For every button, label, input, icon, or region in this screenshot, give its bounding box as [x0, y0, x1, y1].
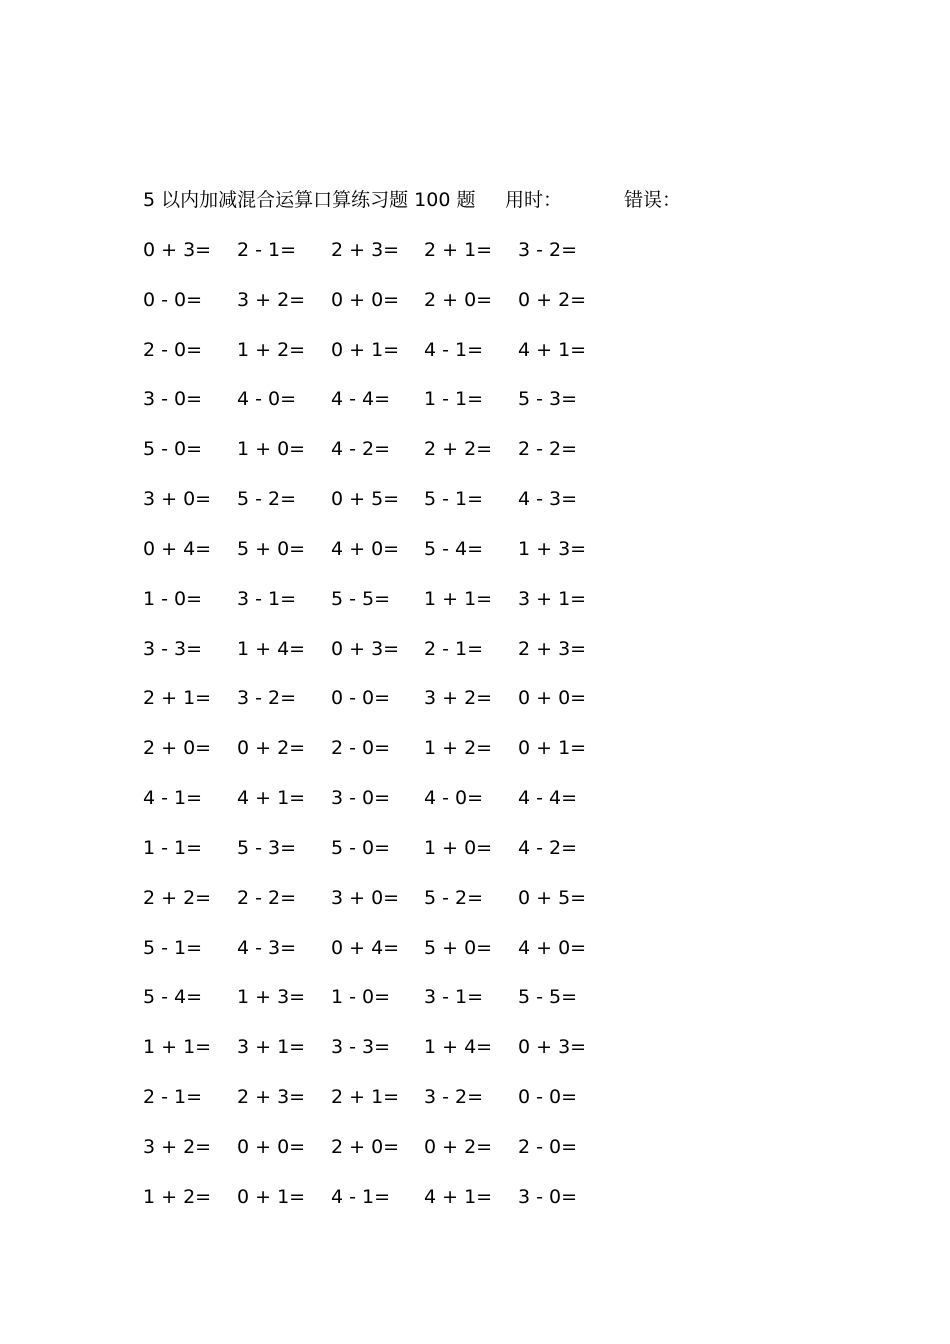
math-problem: 5 - 1=	[424, 488, 484, 511]
math-problem: 5 - 3=	[237, 836, 297, 859]
math-problem: 0 + 0=	[331, 288, 400, 311]
math-problem: 2 + 0=	[424, 288, 493, 311]
problem-row	[143, 485, 663, 535]
math-problem: 1 + 1=	[424, 587, 493, 610]
math-problem: 2 - 0=	[331, 737, 391, 760]
math-problem: 2 - 0=	[143, 338, 203, 361]
problem-row	[143, 884, 663, 934]
math-problem: 1 - 0=	[143, 587, 203, 610]
math-problem: 4 - 2=	[331, 438, 391, 461]
math-problem: 5 - 5=	[331, 587, 391, 610]
problem-row	[143, 784, 663, 834]
math-problem: 2 + 1=	[143, 687, 212, 710]
math-problem: 2 + 1=	[331, 1086, 400, 1109]
math-problem: 0 + 0=	[518, 687, 587, 710]
math-problem: 3 + 2=	[424, 687, 493, 710]
math-problem: 4 - 2=	[518, 836, 578, 859]
math-problem: 3 + 2=	[237, 288, 306, 311]
math-problem: 0 + 3=	[331, 637, 400, 660]
math-problem: 2 - 0=	[518, 1135, 578, 1158]
math-problem: 5 - 1=	[143, 936, 203, 959]
math-problem: 3 - 1=	[237, 587, 297, 610]
math-problem: 3 - 0=	[143, 388, 203, 411]
math-problem: 4 + 0=	[518, 936, 587, 959]
problem-row	[143, 286, 663, 336]
math-problem: 0 + 0=	[237, 1135, 306, 1158]
math-problem: 0 + 1=	[518, 737, 587, 760]
math-problem: 4 + 0=	[331, 537, 400, 560]
math-problem: 5 - 4=	[424, 537, 484, 560]
math-problem: 2 + 3=	[237, 1086, 306, 1109]
math-problem: 0 + 5=	[331, 488, 400, 511]
math-problem: 3 - 2=	[237, 687, 297, 710]
math-problem: 5 + 0=	[237, 537, 306, 560]
math-problem: 5 + 0=	[424, 936, 493, 959]
math-problem: 4 + 1=	[424, 1185, 493, 1208]
math-problem: 1 + 3=	[237, 986, 306, 1009]
math-problem: 2 - 2=	[518, 438, 578, 461]
math-problem: 5 - 5=	[518, 986, 578, 1009]
math-problem: 4 + 1=	[237, 787, 306, 810]
problem-row	[143, 934, 663, 984]
math-problem: 5 - 3=	[518, 388, 578, 411]
problem-row	[143, 635, 663, 685]
math-problem: 1 - 0=	[331, 986, 391, 1009]
math-problem: 3 + 0=	[331, 886, 400, 909]
math-problem: 2 - 1=	[237, 239, 297, 261]
math-problem: 2 - 1=	[424, 637, 484, 660]
math-problem: 1 - 1=	[143, 836, 203, 859]
math-problem: 4 - 1=	[424, 338, 484, 361]
math-problem: 1 + 0=	[424, 836, 493, 859]
math-problem: 2 + 0=	[143, 737, 212, 760]
worksheet-header	[143, 186, 783, 214]
worksheet-title: 5 以内加减混合运算口算练习题 100 题	[143, 189, 476, 211]
math-problem: 2 + 3=	[331, 239, 400, 261]
math-problem: 1 + 4=	[237, 637, 306, 660]
problem-row	[143, 834, 663, 884]
math-problem: 5 - 4=	[143, 986, 203, 1009]
math-problem: 1 + 2=	[424, 737, 493, 760]
math-problem: 3 - 2=	[424, 1086, 484, 1109]
problem-row	[143, 535, 663, 585]
math-problem: 0 + 5=	[518, 886, 587, 909]
math-problem: 4 - 3=	[237, 936, 297, 959]
math-problem: 3 - 2=	[518, 239, 578, 261]
math-problem: 0 + 1=	[331, 338, 400, 361]
math-problem: 4 - 3=	[518, 488, 578, 511]
math-problem: 0 - 0=	[143, 288, 203, 311]
math-problem: 0 - 0=	[331, 687, 391, 710]
math-problem: 4 - 1=	[331, 1185, 391, 1208]
math-problem: 1 - 1=	[424, 388, 484, 411]
math-problem: 0 - 0=	[518, 1086, 578, 1109]
math-problem: 5 - 0=	[331, 836, 391, 859]
problem-row	[143, 1183, 663, 1233]
math-problem: 3 + 2=	[143, 1135, 212, 1158]
math-problem: 3 - 0=	[518, 1185, 578, 1208]
math-problem: 0 + 4=	[331, 936, 400, 959]
math-problem: 2 + 2=	[143, 886, 212, 909]
math-problem: 2 - 2=	[237, 886, 297, 909]
math-problem: 2 - 1=	[143, 1086, 203, 1109]
problem-row	[143, 1083, 663, 1133]
problem-row	[143, 435, 663, 485]
math-problem: 3 - 1=	[424, 986, 484, 1009]
math-problem: 5 - 2=	[237, 488, 297, 511]
math-problem: 3 - 0=	[331, 787, 391, 810]
problem-row	[143, 983, 663, 1033]
math-problem: 0 + 4=	[143, 537, 212, 560]
math-problem: 2 + 3=	[518, 637, 587, 660]
errors-label: 错误：	[624, 189, 682, 211]
math-problem: 3 - 3=	[143, 637, 203, 660]
math-problem: 0 + 1=	[237, 1185, 306, 1208]
problem-row	[143, 336, 663, 386]
math-problem: 1 + 4=	[424, 1036, 493, 1059]
math-problem: 3 + 0=	[143, 488, 212, 511]
math-problem: 0 + 2=	[424, 1135, 493, 1158]
problem-row	[143, 1133, 663, 1183]
math-problem: 0 + 3=	[518, 1036, 587, 1059]
math-problem: 4 - 1=	[143, 787, 203, 810]
math-problem: 2 + 2=	[424, 438, 493, 461]
math-problem: 1 + 2=	[237, 338, 306, 361]
math-problem: 5 - 2=	[424, 886, 484, 909]
problem-row	[143, 236, 663, 286]
math-problem: 4 - 0=	[237, 388, 297, 411]
math-problem: 1 + 0=	[237, 438, 306, 461]
math-problem: 4 - 4=	[518, 787, 578, 810]
math-problem: 1 + 2=	[143, 1185, 212, 1208]
math-problem: 0 + 3=	[143, 239, 212, 261]
math-problem: 4 - 0=	[424, 787, 484, 810]
math-problem: 5 - 0=	[143, 438, 203, 461]
problem-grid	[143, 236, 663, 1233]
math-problem: 1 + 3=	[518, 537, 587, 560]
math-problem: 3 - 3=	[331, 1036, 391, 1059]
math-problem: 2 + 0=	[331, 1135, 400, 1158]
problem-row	[143, 734, 663, 784]
math-problem: 3 + 1=	[237, 1036, 306, 1059]
math-problem: 2 + 1=	[424, 239, 493, 261]
problem-row	[143, 585, 663, 635]
math-problem: 0 + 2=	[518, 288, 587, 311]
problem-row	[143, 684, 663, 734]
problem-row	[143, 1033, 663, 1083]
math-problem: 4 + 1=	[518, 338, 587, 361]
math-problem: 1 + 1=	[143, 1036, 212, 1059]
math-problem: 4 - 4=	[331, 388, 391, 411]
math-problem: 3 + 1=	[518, 587, 587, 610]
math-problem: 0 + 2=	[237, 737, 306, 760]
time-used-label: 用时：	[505, 189, 563, 211]
problem-row	[143, 385, 663, 435]
